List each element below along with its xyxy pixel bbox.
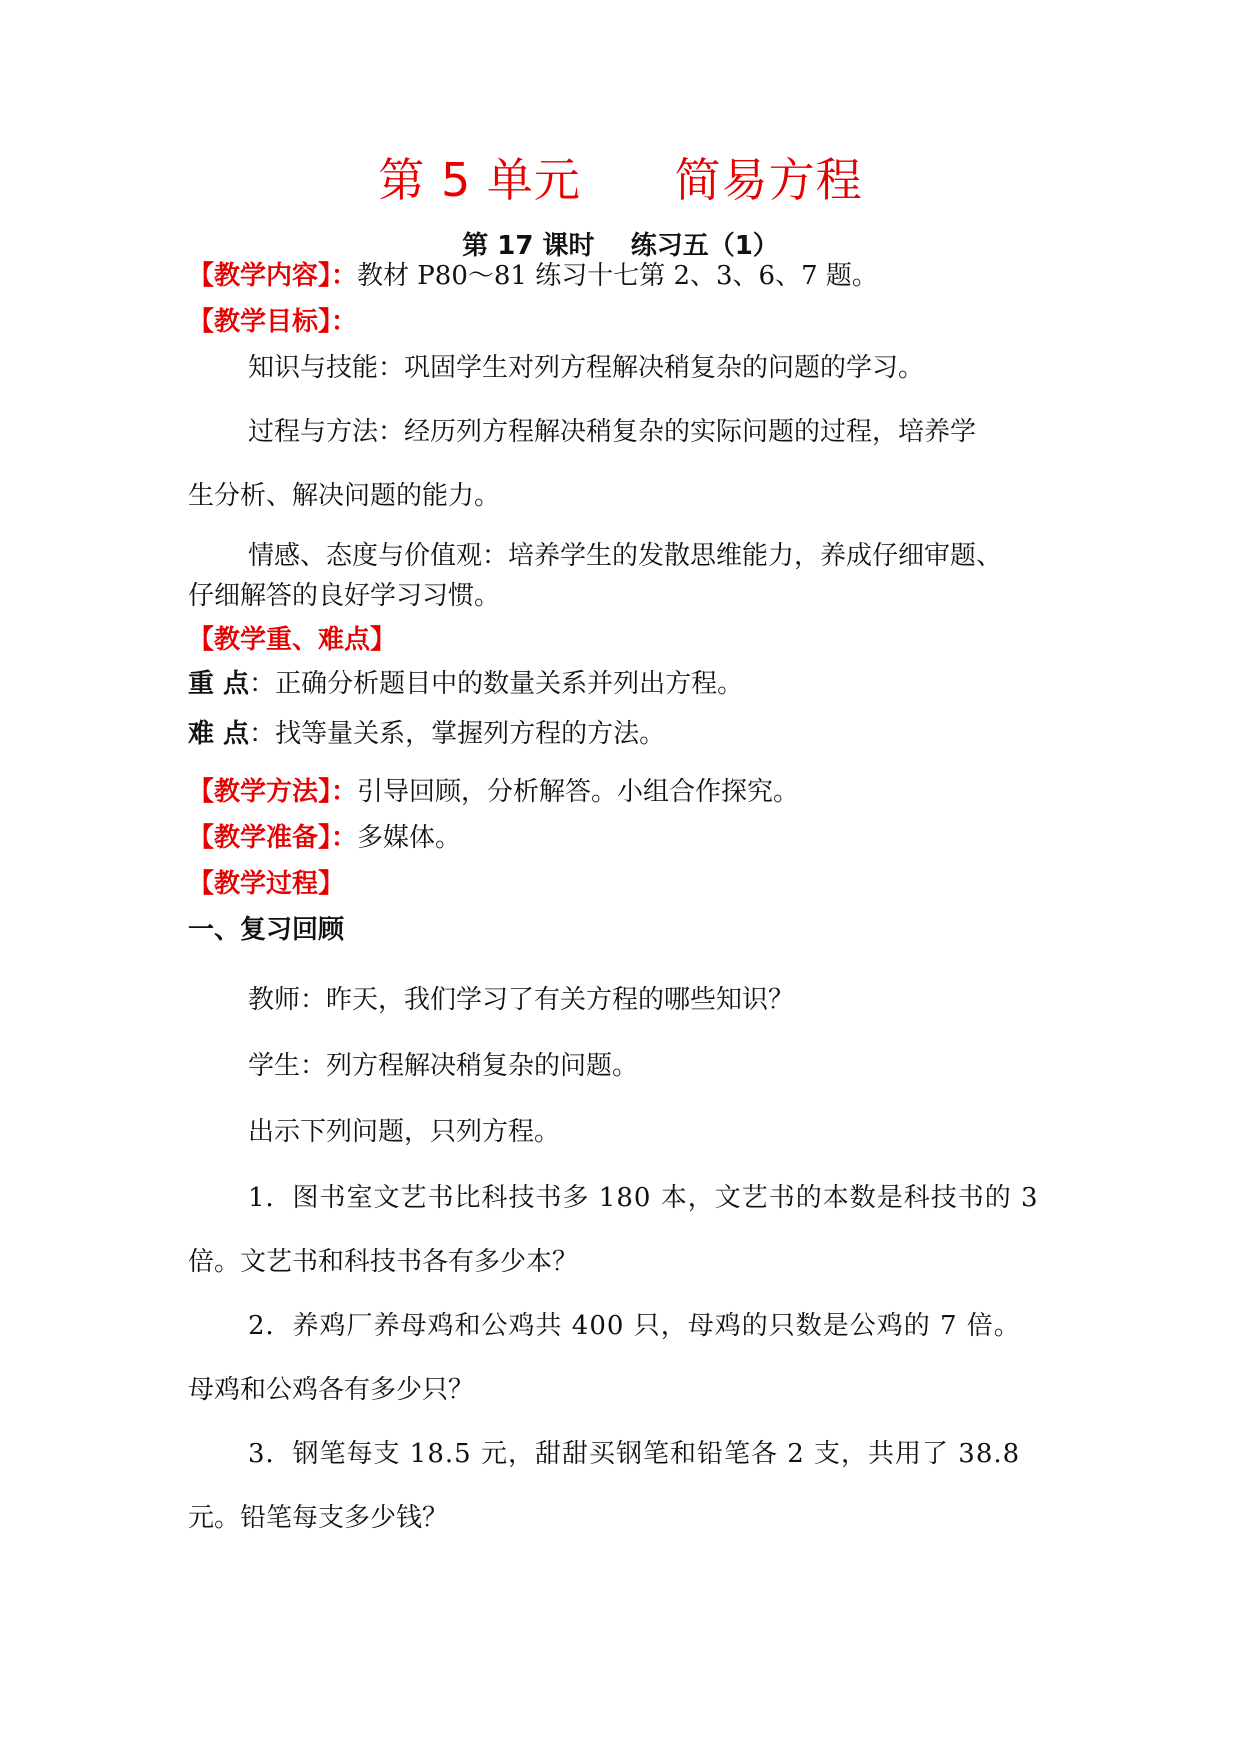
- difficulty-label: 难 点: [188, 719, 250, 749]
- question-3-line1: 3．钢笔每支 18.5 元，甜甜买钢笔和铅笔各 2 支，共用了 38.8: [248, 1439, 1021, 1469]
- focus-label: 重 点: [188, 669, 250, 699]
- teaching-prep-text: 多媒体。: [357, 823, 462, 853]
- question-1-line1: 1．图书室文艺书比科技书多 180 本，文艺书的本数是科技书的 3: [248, 1183, 1039, 1213]
- lesson-subtitle: 第 17 课时 练习五（1）: [462, 231, 779, 261]
- teaching-method-line: [188, 774, 1068, 810]
- question-1-line2: 倍。文艺书和科技书各有多少本？: [188, 1247, 579, 1277]
- step1-title: 一、复习回顾: [188, 915, 345, 945]
- goal-process-line2: 生分析、解决问题的能力。: [188, 481, 501, 511]
- teaching-process-heading: [188, 866, 1068, 902]
- question-2-line2: 母鸡和公鸡各有多少只？: [188, 1375, 475, 1405]
- difficulty-line: [188, 716, 1068, 752]
- focus-line: [188, 666, 1068, 702]
- focus-text: ：正确分析题目中的数量关系并列出方程。: [249, 669, 744, 699]
- unit-title: 第 5 单元 简易方程: [378, 153, 863, 207]
- teaching-goals-heading: [188, 304, 1068, 340]
- teaching-goals-label: 【教学目标】：: [188, 307, 358, 337]
- teaching-method-label: 【教学方法】：: [188, 777, 358, 807]
- teaching-content-label: 【教学内容】：: [188, 261, 358, 291]
- goal-emotion-line1: 情感、态度与价值观：培养学生的发散思维能力，养成仔细审题、: [248, 541, 1003, 571]
- teaching-content-text: 教材 P80～81 练习十七第 2、3、6、7 题。: [357, 261, 878, 291]
- key-points-heading: [188, 622, 1068, 658]
- goal-emotion-line2: 仔细解答的良好学习习惯。: [188, 581, 501, 611]
- key-points-label: 【教学重、难点】: [188, 625, 397, 655]
- goal-process-line1: 过程与方法：经历列方程解决稍复杂的实际问题的过程，培养学: [248, 417, 977, 447]
- goal-knowledge: 知识与技能：巩固学生对列方程解决稍复杂的问题的学习。: [248, 353, 925, 383]
- instruction-line: 出示下列问题，只列方程。: [248, 1117, 561, 1147]
- teaching-process-label: 【教学过程】: [188, 869, 345, 899]
- teaching-prep-line: [188, 820, 1068, 856]
- difficulty-text: ：找等量关系，掌握列方程的方法。: [249, 719, 666, 749]
- teaching-method-text: 引导回顾，分析解答。小组合作探究。: [357, 777, 800, 807]
- teaching-content-line: [188, 258, 1068, 294]
- teacher-question: 教师：昨天，我们学习了有关方程的哪些知识？: [248, 985, 795, 1015]
- question-3-line2: 元。铅笔每支多少钱？: [188, 1503, 449, 1533]
- question-2-line1: 2．养鸡厂养母鸡和公鸡共 400 只，母鸡的只数是公鸡的 7 倍。: [248, 1311, 1021, 1341]
- teaching-prep-label: 【教学准备】：: [188, 823, 358, 853]
- student-answer: 学生：列方程解决稍复杂的问题。: [248, 1051, 639, 1081]
